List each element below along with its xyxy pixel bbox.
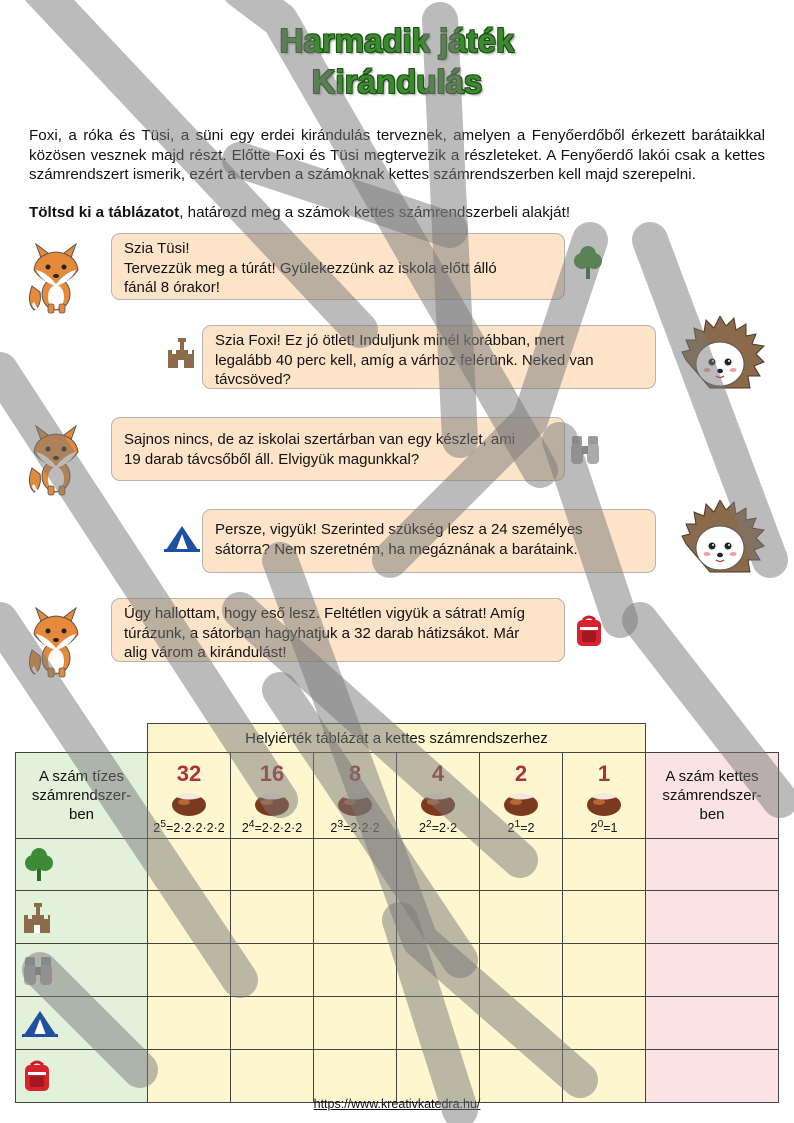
cell-2[interactable] xyxy=(480,997,563,1050)
intro-paragraph: Foxi, a róka és Tüsi, a süni egy erdei kirándulás terveznek, amelyen a Fenyőerdőből érkezett barátaikkal közösen vesznek majd részt. Előtte Foxi és Tüsi megtervezik a részleteket. A Fenyőerdő lakói csak a kettes számrendszert ismerik, ezért a tervben a számoknak kettes számrendszerben kell majd szerepelni. xyxy=(29,127,765,183)
power-1: $2^0=1$ xyxy=(590,819,618,836)
speech-bubble-3 xyxy=(111,417,565,481)
table-row-binoculars xyxy=(16,944,779,997)
cell-16[interactable] xyxy=(231,839,314,891)
cell-1[interactable] xyxy=(563,997,646,1050)
cell-16[interactable] xyxy=(231,944,314,997)
title-line1: Harmadik játék xyxy=(279,22,515,59)
cell-8[interactable] xyxy=(314,1050,397,1103)
binary-column-header: A szám kettes számrendszer-ben xyxy=(646,753,779,839)
title-line2: Kirándulás xyxy=(311,63,483,100)
place-column-32 xyxy=(148,753,231,839)
chestnut-icon xyxy=(170,789,208,817)
bubble-2-line-3: távcsöved? xyxy=(215,371,291,388)
tent-icon xyxy=(22,1009,58,1037)
cell-2[interactable] xyxy=(480,1050,563,1103)
place-value-8: 8 xyxy=(348,761,362,787)
cell-16[interactable] xyxy=(231,997,314,1050)
place-value-table xyxy=(15,723,779,1103)
cell-32[interactable] xyxy=(148,839,231,891)
bubble-4-line-2: sátorra? Nem szeretném, ha megáznának a barátaink. xyxy=(215,540,578,558)
task-bold: Töltsd ki a táblázatot xyxy=(29,204,180,221)
place-value-2: 2 xyxy=(514,761,528,787)
bubble-1-line-1: Szia Tüsi! xyxy=(124,240,190,257)
castle-icon xyxy=(22,901,52,933)
cell-16[interactable] xyxy=(231,1050,314,1103)
cell-8[interactable] xyxy=(314,944,397,997)
backpack-icon xyxy=(574,614,604,648)
fox-avatar-3 xyxy=(22,600,86,678)
cell-32[interactable] xyxy=(148,891,231,944)
table-header: Helyiérték táblázat a kettes számrendszerhez xyxy=(148,724,646,753)
power-2: $2^1=2$ xyxy=(507,819,535,836)
binoculars-icon xyxy=(22,953,54,987)
bubble-1-line-2: Tervezzük meg a túrát! Gyülekezzünk az iskola előtt álló xyxy=(124,259,497,277)
cell-2[interactable] xyxy=(480,891,563,944)
bubble-5-line-1: Úgy hallottam, hogy eső lesz. Feltétlen vigyük a sátrat! Amíg xyxy=(124,605,526,622)
cell-binary[interactable] xyxy=(646,891,779,944)
power-4: $2^2=2\cdot 2$ xyxy=(418,819,458,836)
bubble-5-line-2: túrázunk, a sátorban hagyhatjuk a 32 darab hátizsákot. Már xyxy=(124,624,520,642)
power-16: $2^4=2\cdot 2\cdot 2\cdot 2$ xyxy=(241,819,303,836)
table-row-tree xyxy=(16,839,779,891)
power-32: $2^5=2\cdot 2\cdot 2\cdot 2\cdot 2$ xyxy=(153,819,225,836)
bubble-5-line-3: alig várom a kirándulást! xyxy=(124,644,287,661)
cell-binary[interactable] xyxy=(646,1050,779,1103)
speech-bubble-2 xyxy=(202,325,656,389)
place-value-1: 1 xyxy=(597,761,611,787)
cell-4[interactable] xyxy=(397,997,480,1050)
cell-4[interactable] xyxy=(397,944,480,997)
cell-1[interactable] xyxy=(563,839,646,891)
cell-8[interactable] xyxy=(314,839,397,891)
place-column-16 xyxy=(231,753,314,839)
cell-1[interactable] xyxy=(563,891,646,944)
place-column-8 xyxy=(314,753,397,839)
task-rest: , határozd meg a számok kettes számrendszerbeli alakját! xyxy=(179,204,571,221)
cell-16[interactable] xyxy=(231,891,314,944)
speech-bubble-4 xyxy=(202,509,656,573)
power-8: $2^3=2\cdot 2\cdot 2$ xyxy=(330,819,380,836)
chestnut-icon xyxy=(502,789,540,817)
fox-avatar-1 xyxy=(22,236,86,314)
tree-icon xyxy=(22,848,56,882)
cell-2[interactable] xyxy=(480,839,563,891)
speech-bubble-5 xyxy=(111,598,565,662)
chestnut-icon xyxy=(585,789,623,817)
cell-4[interactable] xyxy=(397,839,480,891)
cell-32[interactable] xyxy=(148,944,231,997)
cell-binary[interactable] xyxy=(646,997,779,1050)
cell-8[interactable] xyxy=(314,997,397,1050)
table-row-backpack xyxy=(16,1050,779,1103)
footer-link[interactable]: https://www.kreativkatedra.hu/ xyxy=(313,1097,481,1111)
cell-1[interactable] xyxy=(563,944,646,997)
speech-bubble-1 xyxy=(111,233,565,300)
cell-binary[interactable] xyxy=(646,839,779,891)
bubble-4-line-1: Persze, vigyük! Szerinted szükség lesz a 24 személyes xyxy=(215,521,583,538)
decimal-column-header: A szám tízes számrendszer-ben xyxy=(16,753,148,839)
place-value-4: 4 xyxy=(431,761,445,787)
table-row-tent xyxy=(16,997,779,1050)
task-instruction xyxy=(29,204,765,221)
tree-icon xyxy=(571,246,605,280)
place-column-1 xyxy=(563,753,646,839)
cell-2[interactable] xyxy=(480,944,563,997)
castle-icon xyxy=(166,336,196,368)
backpack-icon xyxy=(22,1059,52,1093)
bubble-2-line-1: Szia Foxi! Ez jó ötlet! Induljunk minél korábban, mert xyxy=(215,332,565,349)
fox-avatar-2 xyxy=(22,418,86,496)
chestnut-icon xyxy=(253,789,291,817)
bubble-3-line-1: Sajnos nincs, de az iskolai szertárban van egy készlet, ami xyxy=(124,431,516,448)
chestnut-icon xyxy=(419,789,457,817)
place-value-32: 32 xyxy=(176,761,202,787)
chestnut-icon xyxy=(336,789,374,817)
cell-4[interactable] xyxy=(397,1050,480,1103)
hedgehog-avatar-2 xyxy=(680,500,766,576)
cell-8[interactable] xyxy=(314,891,397,944)
bubble-1-line-3: fánál 8 órakor! xyxy=(124,279,220,296)
table-row-castle xyxy=(16,891,779,944)
cell-binary[interactable] xyxy=(646,944,779,997)
place-column-4 xyxy=(397,753,480,839)
bubble-2-line-2: legalább 40 perc kell, amíg a várhoz felérünk. Neked van xyxy=(215,351,594,369)
place-value-16: 16 xyxy=(259,761,285,787)
cell-4[interactable] xyxy=(397,891,480,944)
hedgehog-avatar-1 xyxy=(680,316,766,392)
bubble-3-line-2: 19 darab távcsőből áll. Elvigyük magunkkal? xyxy=(124,450,420,468)
cell-1[interactable] xyxy=(563,1050,646,1103)
binoculars-icon xyxy=(569,432,601,466)
tent-icon xyxy=(164,524,200,552)
cell-32[interactable] xyxy=(148,1050,231,1103)
place-column-2 xyxy=(480,753,563,839)
cell-32[interactable] xyxy=(148,997,231,1050)
